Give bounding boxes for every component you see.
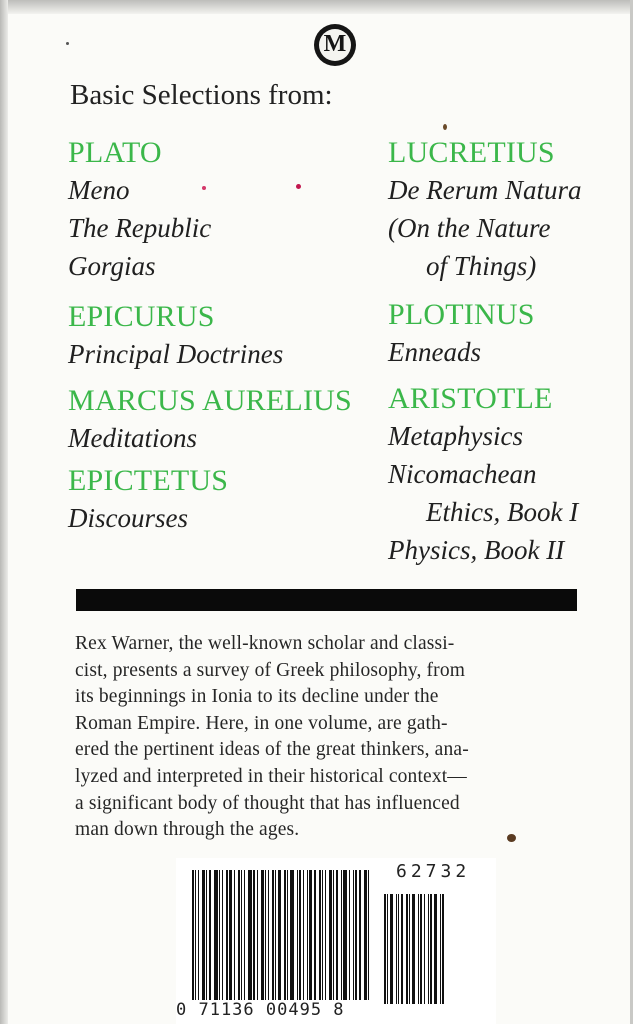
barcode-bar	[424, 894, 425, 1004]
barcode-bar	[428, 894, 429, 1004]
work-title: Meditations	[68, 423, 197, 453]
publisher-logo	[314, 24, 356, 66]
barcode-bar	[329, 870, 332, 1000]
barcode-bar	[412, 894, 415, 1004]
work-title: Enneads	[388, 337, 481, 367]
description-line: Roman Empire. Here, in one volume, are gath-	[75, 712, 448, 734]
selections-heading: Basic Selections from:	[70, 79, 333, 111]
barcode-bar	[368, 870, 369, 1000]
barcode-bar	[268, 870, 269, 1000]
barcode-bar	[290, 870, 294, 1000]
barcode-bar	[284, 870, 286, 1000]
work-title: Principal Doctrines	[68, 339, 284, 369]
barcode-bar	[341, 870, 342, 1000]
barcode-bar	[322, 870, 323, 1000]
barcode-bar	[244, 870, 245, 1000]
barcode-main-bars	[192, 870, 372, 1000]
description-line: cist, presents a survey of Greek philosophy, from	[75, 659, 466, 681]
barcode-bar	[278, 870, 281, 1000]
author-entry-plato	[68, 135, 378, 285]
barcode-bar	[430, 894, 432, 1004]
paper-speck	[443, 124, 447, 130]
work-title: De Rerum Natura	[388, 175, 582, 205]
author-name: LUCRETIUS	[388, 136, 555, 169]
cover-top-edge	[0, 0, 633, 14]
barcode-bar	[257, 870, 258, 1000]
barcode-bar	[434, 894, 437, 1004]
barcode-bar	[343, 870, 347, 1000]
barcode-bar	[222, 870, 223, 1000]
work-title: Ethics, Book I	[426, 497, 579, 527]
description-line: Rex Warner, the well-known scholar and classi-	[75, 633, 455, 654]
barcode-bar	[297, 870, 298, 1000]
description-line: its beginnings in Ionia to its decline under the	[75, 686, 439, 708]
barcode-bar	[307, 870, 308, 1000]
cover-left-edge	[0, 0, 8, 1024]
barcode-bar	[206, 870, 207, 1000]
barcode-bar	[309, 870, 312, 1000]
barcode-bar	[353, 870, 354, 1000]
barcode-bar	[226, 870, 228, 1000]
barcode-bar	[333, 870, 334, 1000]
author-name: ARISTOTLE	[388, 382, 553, 415]
right-author-column	[388, 135, 628, 569]
barcode-bar	[420, 894, 422, 1004]
barcode-bar	[359, 870, 361, 1000]
barcode-bar	[440, 894, 441, 1004]
barcode-bar	[349, 870, 350, 1000]
author-entry-plotinus	[388, 297, 628, 371]
author-entry-lucretius	[388, 135, 628, 285]
barcode-bar	[336, 870, 338, 1000]
author-name: EPICURUS	[68, 300, 215, 333]
barcode-bar	[238, 870, 240, 1000]
barcode-supplement-digits: 62732	[396, 861, 471, 882]
barcode-main-digits: 0 71136 00495 8	[176, 1000, 345, 1020]
barcode-bar	[390, 894, 393, 1004]
barcode-bar	[234, 870, 235, 1000]
barcode-bar	[261, 870, 264, 1000]
barcode-bar	[214, 870, 218, 1000]
description-line: a significant body of thought that has influenced	[75, 792, 460, 814]
barcode-bar	[401, 894, 403, 1004]
barcode-bar	[192, 870, 194, 1000]
author-entry-epictetus	[68, 463, 378, 537]
work-title: Nicomachean	[388, 459, 537, 489]
paper-speck	[202, 186, 206, 190]
barcode-bar	[299, 870, 301, 1000]
barcode-bar	[364, 870, 367, 1000]
barcode-bar	[248, 870, 252, 1000]
author-name: PLOTINUS	[388, 298, 535, 331]
author-entry-marcus-aurelius	[68, 383, 378, 457]
work-title: Metaphysics	[388, 421, 523, 451]
barcode-bar	[219, 870, 220, 1000]
barcode-bar	[275, 870, 276, 1000]
work-title: Gorgias	[68, 251, 156, 281]
barcode-bar	[442, 894, 444, 1004]
barcode-bar	[303, 870, 304, 1000]
paper-speck	[507, 834, 516, 842]
barcode-bar	[209, 870, 211, 1000]
work-title: of Things)	[426, 251, 537, 281]
barcode-bar	[272, 870, 274, 1000]
barcode-bar	[202, 870, 205, 1000]
barcode-bar	[355, 870, 357, 1000]
book-description	[75, 631, 565, 844]
author-entry-epicurus	[68, 299, 378, 373]
barcode-bar	[387, 894, 388, 1004]
left-author-column	[68, 135, 378, 537]
barcode-bar	[409, 894, 410, 1004]
barcode-bar	[325, 870, 326, 1000]
author-entry-aristotle	[388, 381, 628, 569]
barcode-supplement-bars	[384, 894, 474, 1004]
work-title: Physics, Book II	[388, 535, 565, 565]
barcode-bar	[253, 870, 255, 1000]
work-title: Meno	[68, 175, 130, 205]
barcode-bar	[418, 894, 419, 1004]
work-title: (On the Nature	[388, 213, 551, 243]
description-line: lyzed and interpreted in their historical context—	[75, 765, 467, 787]
barcode-bar	[314, 870, 316, 1000]
barcode-bar	[287, 870, 288, 1000]
author-name: MARCUS AURELIUS	[68, 384, 352, 417]
author-name: EPICTETUS	[68, 464, 229, 497]
barcode-bar	[195, 870, 196, 1000]
divider-bar	[76, 589, 577, 611]
work-title: The Republic	[68, 213, 212, 243]
barcode-bar	[229, 870, 232, 1000]
barcode-bar	[384, 894, 386, 1004]
barcode-block	[176, 858, 496, 1024]
barcode-bar	[319, 870, 321, 1000]
author-name: PLATO	[68, 136, 162, 169]
description-line: man down through the ages.	[75, 819, 300, 841]
barcode-bar	[198, 870, 199, 1000]
paper-speck	[66, 42, 69, 45]
work-title: Discourses	[68, 503, 188, 533]
barcode-bar	[241, 870, 242, 1000]
description-line: ered the pertinent ideas of the great thinkers, ana-	[75, 739, 469, 761]
barcode-bar	[396, 894, 397, 1004]
publisher-logo-letter: M	[323, 31, 347, 57]
barcode-bar	[265, 870, 266, 1000]
barcode-bar	[406, 894, 408, 1004]
barcode-bar	[398, 894, 399, 1004]
paper-speck	[296, 184, 301, 189]
